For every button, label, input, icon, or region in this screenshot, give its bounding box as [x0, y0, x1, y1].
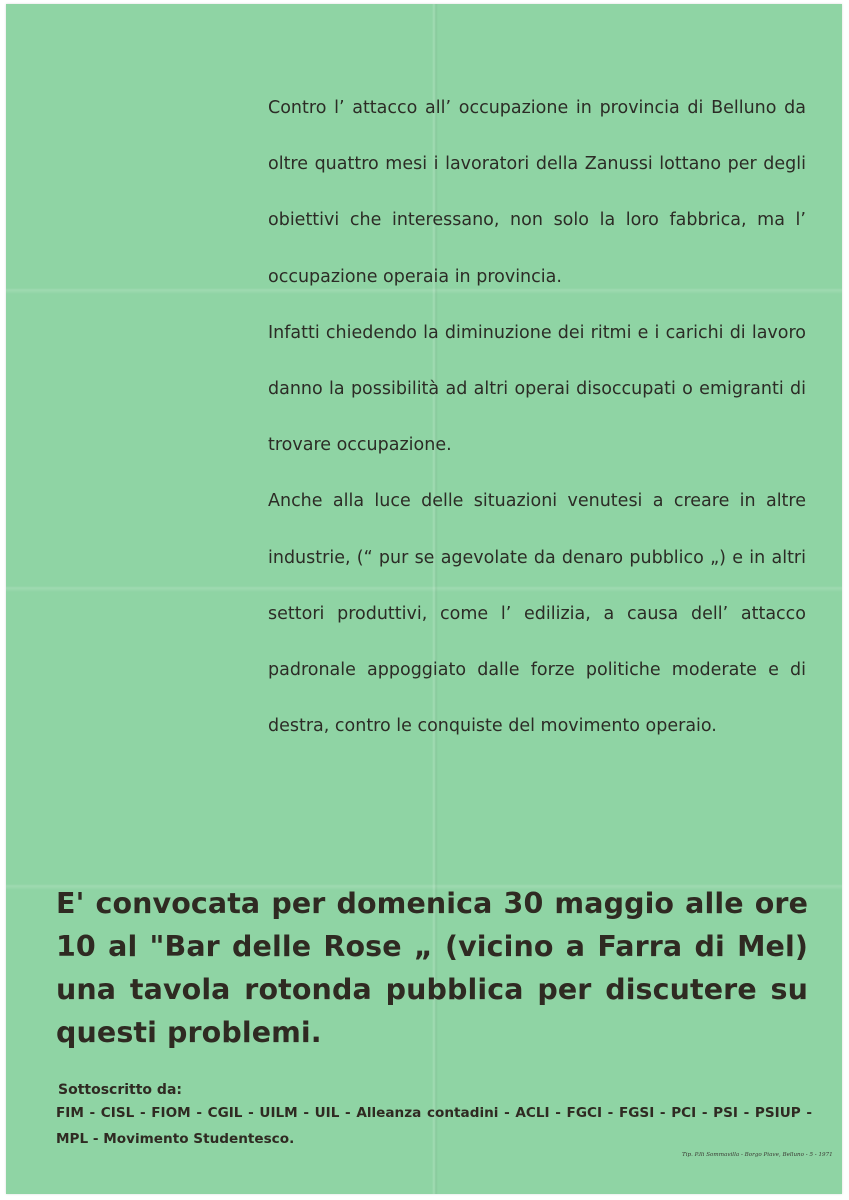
- signers-list: FIM - CISL - FIOM - CGIL - UILM - UIL - Alleanza contadini - ACLI - FGCI - FGSI - PCI - PSI - PSIUP - MPL - Movimento Studentesco.: [56, 1105, 812, 1147]
- signers-label: Sottoscritto da:: [58, 1082, 182, 1098]
- paragraph-work-rhythms: Infatti chiedendo la diminuzione dei ritmi e i carichi di lavoro danno la possibilità ad altri operai disoccupati o emigranti di trovare occupazione.: [268, 322, 806, 456]
- paragraph-other-industries: Anche alla luce delle situazioni venutesi a creare in altre industrie, (“ pur se agevolate da denaro pubblico „) e in altri settori produttivi, come l’ edilizia, a causa dell’ attacco padronale appoggiato dalle forze politiche moderate e di destra, contro le conquiste del movimento operaio.: [268, 491, 806, 737]
- printer-credit: Tip. P.lli Sommavilla - Borgo Piave, Belluno - 5 - 1971: [682, 1152, 833, 1158]
- poster-body: [268, 80, 806, 754]
- paragraph-occupation-attack: Contro l’ attacco all’ occupazione in provincia di Belluno da oltre quattro mesi i lavoratori della Zanussi lottano per degli obiettivi che interessano, non solo la loro fabbrica, ma l’ occupazione operaia in provincia.: [268, 98, 806, 287]
- poster-sheet: [6, 4, 842, 1194]
- meeting-announcement: E' convocata per domenica 30 maggio alle ore 10 al "Bar delle Rose „ (vicino a Farra di Mel) una tavola rotonda pubblica per discutere su questi problemi.: [56, 887, 808, 1049]
